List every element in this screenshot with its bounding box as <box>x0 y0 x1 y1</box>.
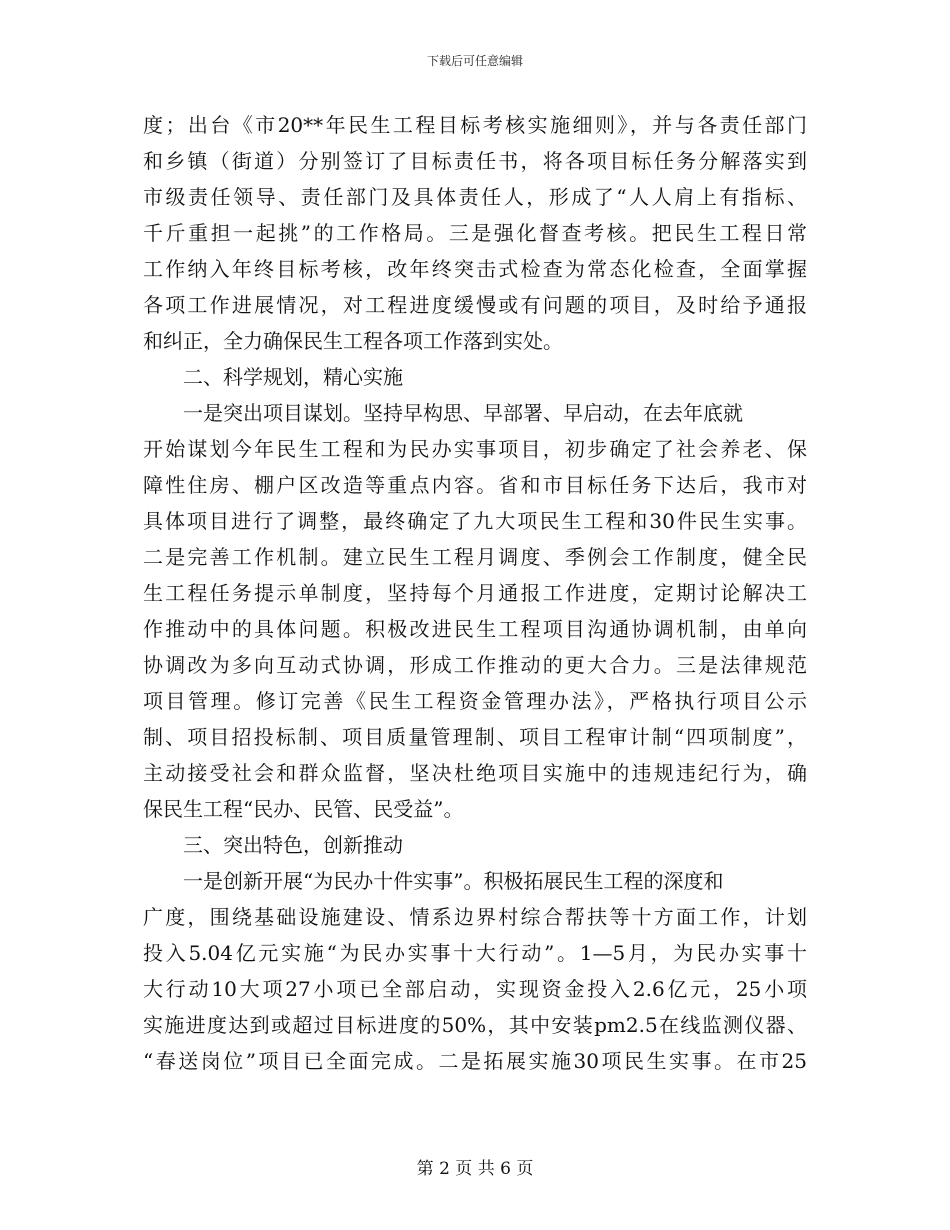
text-line: 大行动10大项27小项已全部启动，实现资金投入2.6亿元，25小项 <box>143 977 807 1001</box>
text-line: 主动接受社会和群众监督，坚决杜绝项目实施中的违规违纪行为，确 <box>143 761 807 785</box>
text-line: 制、项目招投标制、项目质量管理制、项目工程审计制“四项制度”， <box>143 725 807 749</box>
text-line: 广度，围绕基础设施建设、情系边界村综合帮扶等十方面工作，计划 <box>143 905 807 929</box>
text-line: 障性住房、棚户区改造等重点内容。省和市目标任务下达后，我市对 <box>143 473 807 497</box>
text-line: 投入5.04亿元实施“为民办实事十大行动”。1—5月，为民办实事十 <box>143 941 807 965</box>
text-line: “春送岗位”项目已全面完成。二是拓展实施30项民生实事。在市25 <box>143 1049 807 1073</box>
text-line: 三、突出特色，创新推动 <box>183 833 403 857</box>
text-line: 工作纳入年终目标考核，改年终突击式检查为常态化检查，全面掌握 <box>143 257 807 281</box>
text-line: 协调改为多向互动式协调，形成工作推动的更大合力。三是法律规范 <box>143 653 807 677</box>
text-line: 市级责任领导、责任部门及具体责任人，形成了“人人肩上有指标、 <box>143 185 807 209</box>
text-line: 一是突出项目谋划。坚持早构思、早部署、早启动，在去年底就 <box>183 401 743 425</box>
page-header-note: 下载后可任意编辑 <box>426 54 523 68</box>
text-line: 各项工作进展情况，对工程进度缓慢或有问题的项目，及时给予通报 <box>143 293 807 317</box>
text-line: 生工程任务提示单制度，坚持每个月通报工作进度，定期讨论解决工 <box>143 581 807 605</box>
text-line: 和纠正，全力确保民生工程各项工作落到实处。 <box>143 329 563 353</box>
text-line: 和乡镇（街道）分别签订了目标责任书，将各项目标任务分解落实到 <box>143 149 807 173</box>
text-line: 项目管理。修订完善《民生工程资金管理办法》，严格执行项目公示 <box>143 689 807 713</box>
text-line: 开始谋划今年民生工程和为民办实事项目，初步确定了社会养老、保 <box>143 437 807 461</box>
text-line: 千斤重担一起挑”的工作格局。三是强化督查考核。把民生工程日常 <box>143 221 807 245</box>
text-line: 度；出台《市20**年民生工程目标考核实施细则》，并与各责任部门 <box>143 113 807 137</box>
text-line: 作推动中的具体问题。积极改进民生工程项目沟通协调机制，由单向 <box>143 617 807 641</box>
text-line: 二是完善工作机制。建立民生工程月调度、季例会工作制度，健全民 <box>143 545 807 569</box>
text-line: 一是创新开展“为民办十件实事”。积极拓展民生工程的深度和 <box>183 869 724 893</box>
page-number-footer: 第 2 页 共 6 页 <box>416 1159 534 1179</box>
text-line: 实施进度达到或超过目标进度的50%，其中安装pm2.5在线监测仪器、 <box>143 1013 807 1037</box>
text-line: 具体项目进行了调整，最终确定了九大项民生工程和30件民生实事。 <box>143 509 807 533</box>
text-line: 二、科学规划，精心实施 <box>183 365 403 389</box>
text-line: 保民生工程“民办、民管、民受益”。 <box>143 797 464 821</box>
document-body <box>143 107 807 1079</box>
